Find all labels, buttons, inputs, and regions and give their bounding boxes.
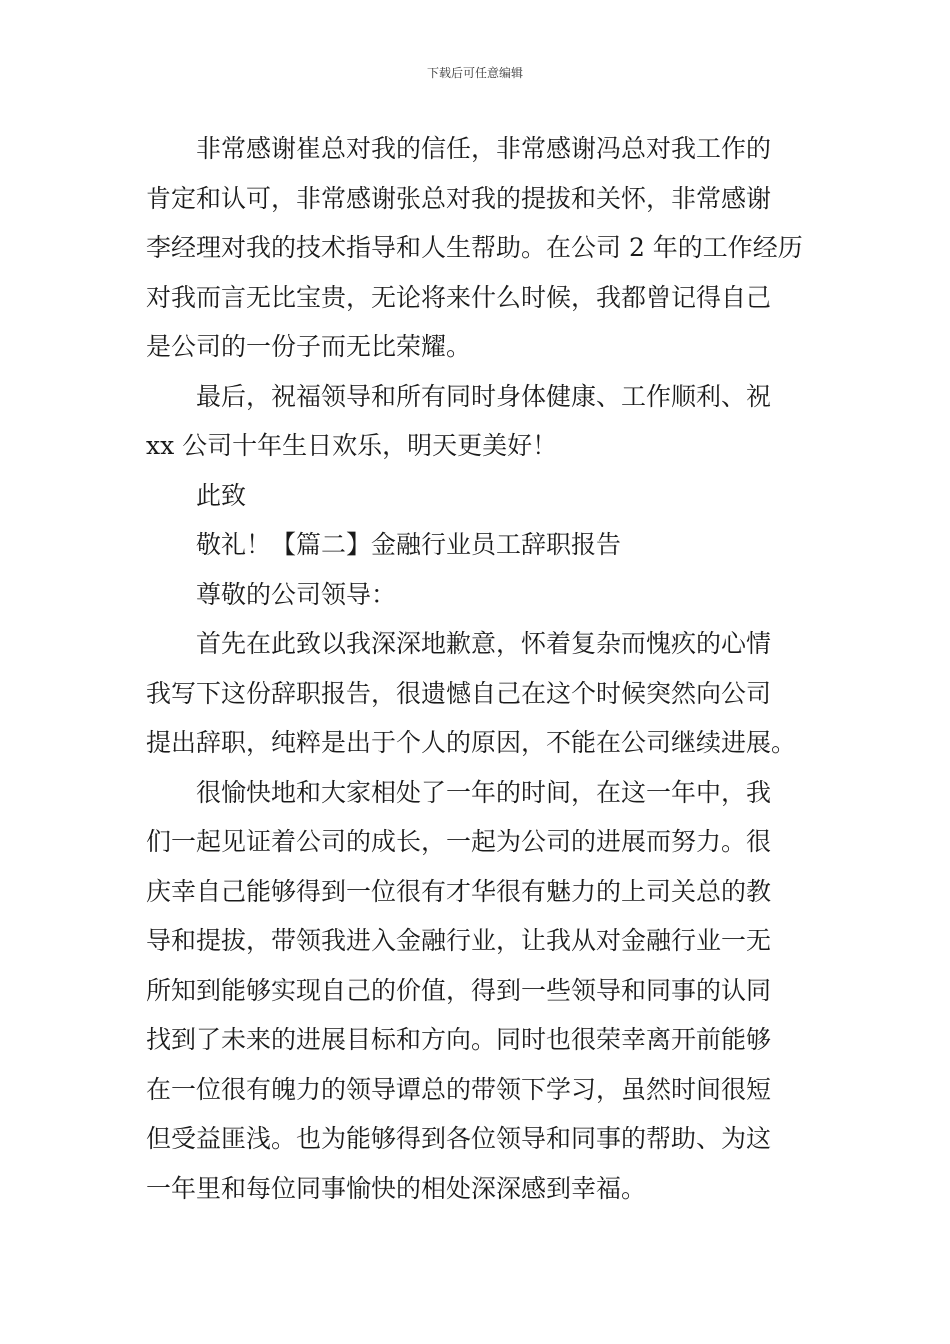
paragraph-line: 找到了未来的进展目标和方向。同时也很荣幸离开前能够 (146, 1025, 772, 1054)
paragraph-line: xx 公司十年生日欢乐，明天更美好！ (146, 431, 558, 460)
paragraph-line: 很愉快地和大家相处了一年的时间，在这一年中，我 (196, 777, 772, 807)
paragraph-line: 非常感谢崔总对我的信任，非常感谢冯总对我工作的 (196, 134, 772, 163)
paragraph-line: 但受益匪浅。也为能够得到各位领导和同事的帮助、为这 (146, 1124, 772, 1153)
paragraph-line: 最后，祝福领导和所有同时身体健康、工作顺利、祝 (196, 381, 772, 411)
document-body (146, 124, 808, 1213)
paragraph-line: 肯定和认可，非常感谢张总对我的提拔和关怀，非常感谢 (146, 183, 772, 213)
paragraph-line: 首先在此致以我深深地歉意，怀着复杂而愧疚的心情 (196, 629, 772, 658)
paragraph-line: 是公司的一份子而无比荣耀。 (146, 332, 472, 361)
paragraph-line: 我写下这份辞职报告，很遗憾自己在这个时候突然向公司 (146, 678, 772, 708)
paragraph-line: 对我而言无比宝贵，无论将来什么时候，我都曾记得自己 (146, 282, 772, 312)
section-heading-line: 敬礼！【篇二】金融行业员工辞职报告 (196, 530, 622, 559)
header-note: 下载后可任意编辑 (426, 66, 523, 80)
paragraph-line: 们一起见证着公司的成长，一起为公司的进展而努力。很 (146, 827, 772, 856)
paragraph-line: 提出辞职，纯粹是出于个人的原因，不能在公司继续进展。 (146, 728, 797, 757)
paragraph-line: 庆幸自己能够得到一位很有才华很有魅力的上司关总的教 (146, 876, 772, 906)
paragraph-line: 一年里和每位同事愉快的相处深深感到幸福。 (146, 1173, 647, 1203)
paragraph-line: 导和提拔，带领我进入金融行业，让我从对金融行业一无 (146, 926, 772, 955)
paragraph-line: 在一位很有魄力的领导谭总的带领下学习，虽然时间很短 (146, 1074, 772, 1104)
paragraph-line: 所知到能够实现自己的价值，得到一些领导和同事的认同 (146, 975, 772, 1005)
salutation-line: 尊敬的公司领导： (196, 579, 397, 609)
closing-line: 此致 (196, 480, 247, 510)
paragraph-line: 李经理对我的技术指导和人生帮助。在公司 2 年的工作经历 (146, 233, 803, 262)
